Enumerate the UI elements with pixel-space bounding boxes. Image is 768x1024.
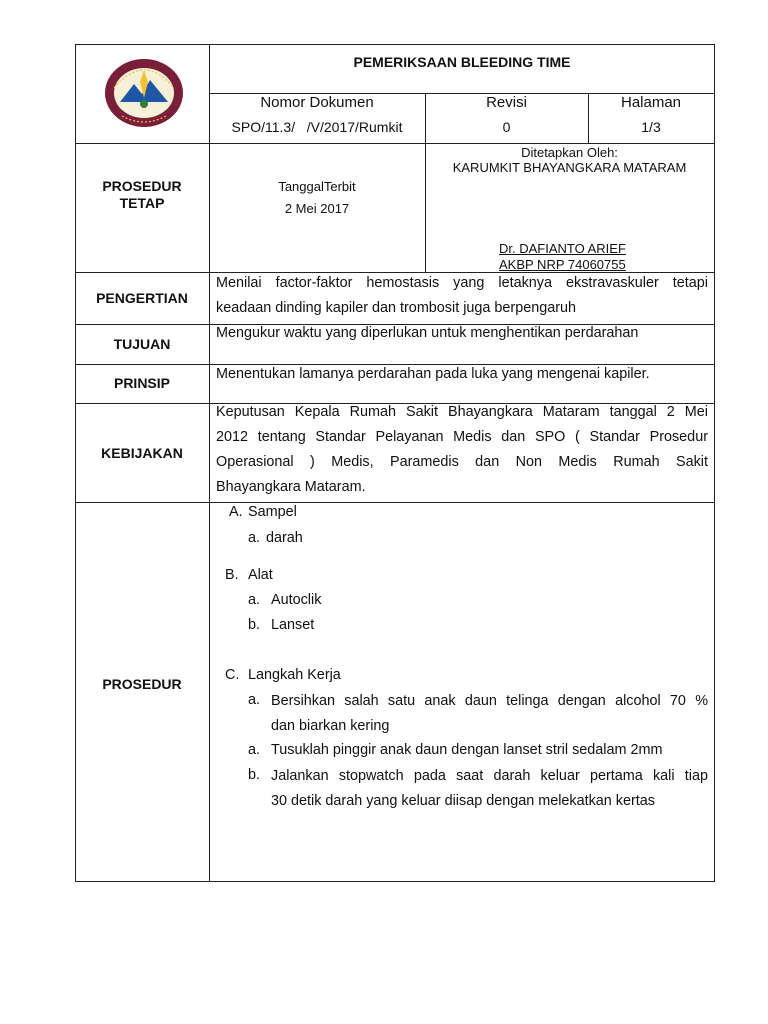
prosedur-label: PROSEDUR (102, 676, 182, 692)
page-label: Halaman (620, 94, 682, 111)
issue-date-label: TanggalTerbit (278, 179, 356, 194)
pengertian-text (216, 274, 708, 324)
section-b-title: Alat (248, 567, 273, 583)
kebijakan-line-1: Keputusan Kepala Rumah Sakit Bhayangkara Mataram tanggal 2 Mei (216, 404, 708, 420)
approver-name: Dr. DAFIANTO ARIEF (499, 241, 626, 256)
section-a-marker: A. (229, 504, 243, 520)
section-c-item-1-line-2: dan biarkan kering (271, 718, 390, 734)
section-b-item-2: Lanset (271, 617, 315, 633)
section-c-item-1 (271, 692, 708, 742)
section-b-item-marker-1: a. (248, 592, 261, 608)
pengertian-line-2: keadaan dinding kapiler dan trombosit juga berpengaruh (216, 300, 577, 316)
kebijakan-text (216, 403, 708, 503)
section-c-item-3-line-2: 30 detik darah yang keluar diisap dengan melekatkan kertas (271, 793, 655, 809)
kebijakan-label: KEBIJAKAN (101, 445, 183, 461)
document-title: PEMERIKSAAN BLEEDING TIME (353, 54, 571, 70)
revision-label: Revisi (486, 94, 527, 111)
section-a-item: darah (266, 530, 303, 546)
section-a-title: Sampel (248, 504, 297, 520)
section-c-title: Langkah Kerja (248, 667, 341, 683)
pengertian-label: PENGERTIAN (96, 290, 188, 306)
section-b-item-1: Autoclik (271, 592, 322, 608)
tujuan-text: Mengukur waktu yang diperlukan untuk menghentikan perdarahan (216, 325, 639, 341)
section-c-item-3-line-1: Jalankan stopwatch pada saat darah keluar pertama kali tiap (271, 768, 708, 784)
pengertian-line-1: Menilai factor-faktor hemostasis yang letaknya ekstravaskuler tetapi (216, 275, 708, 291)
revision-value: 0 (502, 119, 511, 135)
section-c-item-marker-3: b. (248, 767, 261, 783)
section-b-marker: B. (225, 567, 239, 583)
section-c-item-3 (271, 767, 708, 817)
page-value: 1/3 (641, 119, 661, 135)
issue-date-value: 2 Mei 2017 (284, 201, 350, 216)
prosedur-tetap-label-1: PROSEDUR (102, 178, 182, 194)
section-b-item-marker-2: b. (248, 617, 261, 633)
prosedur-tetap-label-2: TETAP (119, 195, 165, 211)
section-c-item-1-line-1: Bersihkan salah satu anak daun telinga dengan alcohol 70 % (271, 693, 708, 709)
section-c-item-marker-2: a. (248, 742, 261, 758)
approved-by-label: Ditetapkan Oleh: (521, 145, 618, 160)
hospital-logo (104, 58, 184, 128)
doc-number-value: SPO/11.3/ /V/2017/Rumkit (231, 119, 403, 135)
section-a-item-marker: a. (248, 530, 261, 546)
kebijakan-line-2: 2012 tentang Standar Pelayanan Medis dan SPO ( Standar Prosedur (216, 429, 708, 445)
tujuan-label: TUJUAN (113, 336, 171, 352)
section-c-item-marker-1: a. (248, 692, 261, 708)
doc-number-label: Nomor Dokumen (260, 94, 374, 111)
approved-by-org: KARUMKIT BHAYANGKARA MATARAM (452, 160, 687, 175)
section-c-marker: C. (225, 667, 240, 683)
kebijakan-line-3: Operasional ) Medis, Paramedis dan Non Medis Rumah Sakit (216, 454, 708, 470)
section-c-item-2: Tusuklah pinggir anak daun dengan lanset stril sedalam 2mm (271, 742, 663, 758)
prinsip-text: Menentukan lamanya perdarahan pada luka yang mengenai kapiler. (216, 366, 650, 382)
prinsip-label: PRINSIP (113, 375, 170, 391)
kebijakan-line-4: Bhayangkara Mataram. (216, 479, 366, 495)
approver-id: AKBP NRP 74060755 (499, 257, 626, 272)
